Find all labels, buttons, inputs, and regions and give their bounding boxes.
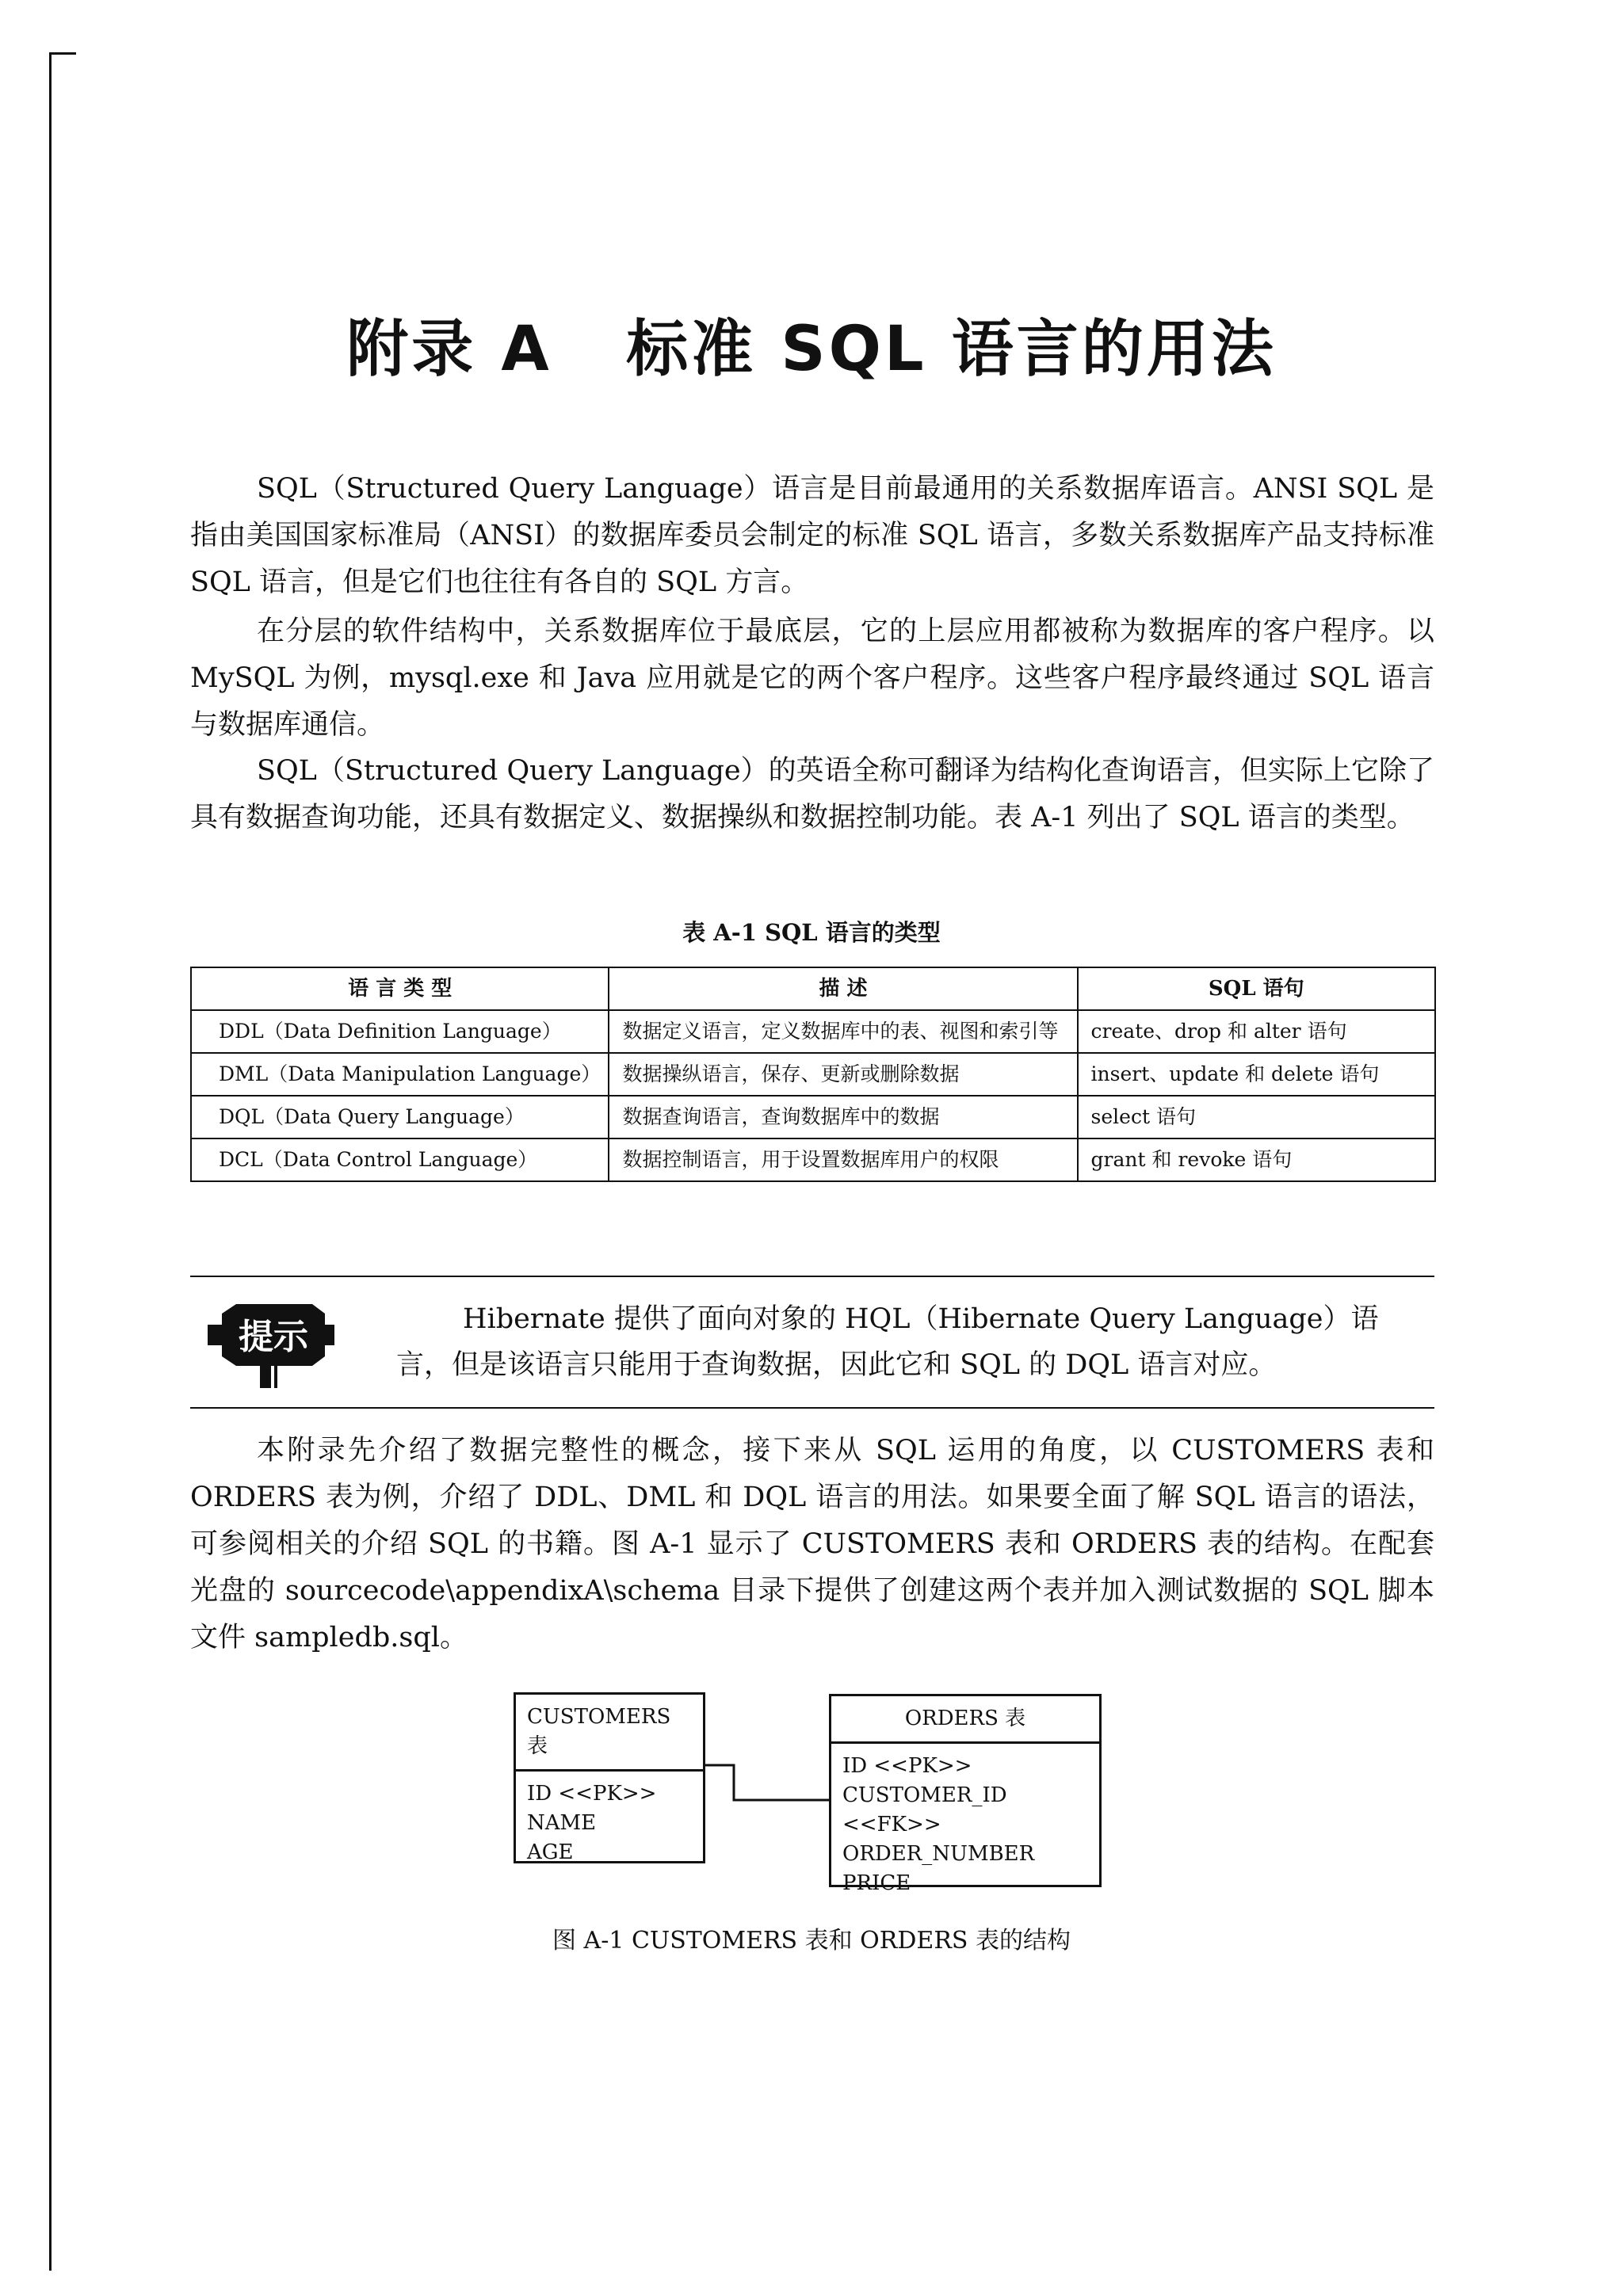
cell-statement: insert、update 和 delete 语句 [1078, 1053, 1435, 1096]
page-title: 附录 A 标准 SQL 语言的用法 [346, 314, 1277, 385]
cell-statement: create、drop 和 alter 语句 [1078, 1010, 1435, 1053]
cell-type: DML（Data Manipulation Language） [191, 1053, 609, 1096]
orders-field-price: PRICE [842, 1871, 911, 1895]
paragraph-overview: 本附录先介绍了数据完整性的概念，接下来从 SQL 运用的角度，以 CUSTOMERS 表和 ORDERS 表为例，介绍了 DDL、DML 和 DQL 语言的用法。如果要全面了解 SQL 语言的语法，可参阅相关的介绍 SQL 的书籍。图 A-1 显示了 CUSTOMERS 表和 ORDERS 表的结构。在配套光盘的 sourcecode\appendixA\schema 目录下提供了创建这两个表并加入测试数据的 SQL 脚本文件 sampledb.sql。 [190, 1435, 1434, 1653]
cell-description: 数据操纵语言，保存、更新或删除数据 [609, 1053, 1077, 1096]
orders-field-id: ID <<PK>> [842, 1754, 972, 1778]
paragraph-layers: 在分层的软件结构中，关系数据库位于最底层，它的上层应用都被称为数据库的客户程序。以 MySQL 为例，mysql.exe 和 Java 应用就是它的两个客户程序。这些客户程序最终通过 SQL 语言与数据库通信。 [190, 616, 1434, 741]
orders-table-title: ORDERS 表 [831, 1696, 1099, 1744]
cell-type: DCL（Data Control Language） [191, 1138, 609, 1181]
header-description: 描 述 [609, 967, 1077, 1010]
tip-icon-label: 提示 [239, 1317, 308, 1357]
cell-type: DDL（Data Definition Language） [191, 1010, 609, 1053]
cell-description: 数据查询语言，查询数据库中的数据 [609, 1096, 1077, 1138]
cell-type: DQL（Data Query Language） [191, 1096, 609, 1138]
customers-table-title: CUSTOMERS 表 [516, 1695, 703, 1772]
customers-field-age: AGE [527, 1840, 574, 1864]
header-language-type: 语 言 类 型 [191, 967, 609, 1010]
figure-caption: 图 A-1 CUSTOMERS 表和 ORDERS 表的结构 [552, 1927, 1071, 1955]
customers-field-id: ID <<PK>> [527, 1782, 657, 1806]
paragraph-intro: SQL（Structured Query Language）语言是目前最通用的关系数据库语言。ANSI SQL 是指由美国国家标准局（ANSI）的数据库委员会制定的标准 SQL 语言，多数关系数据库产品支持标准 SQL 语言，但是它们也往往有各自的 SQL 方言。 [190, 473, 1434, 598]
cell-description: 数据定义语言，定义数据库中的表、视图和索引等 [609, 1010, 1077, 1053]
cell-description: 数据控制语言，用于设置数据库用户的权限 [609, 1138, 1077, 1181]
paragraph-types: SQL（Structured Query Language）的英语全称可翻译为结构化查询语言，但实际上它除了具有数据查询功能，还具有数据定义、数据操纵和数据控制功能。表 A-1 列出了 SQL 语言的类型。 [190, 755, 1434, 833]
tip-text: Hibernate 提供了面向对象的 HQL（Hibernate Query Language）语言，但是该语言只能用于查询数据，因此它和 SQL 的 DQL 语言对应。 [396, 1303, 1379, 1381]
orders-field-customer-id: CUSTOMER_ID <<FK>> [842, 1783, 1007, 1836]
customers-field-name: NAME [527, 1811, 597, 1835]
orders-table-box [829, 1694, 1102, 1895]
table-caption: 表 A-1 SQL 语言的类型 [682, 919, 941, 946]
header-sql-statement: SQL 语句 [1078, 967, 1435, 1010]
orders-field-order-number: ORDER_NUMBER [842, 1842, 1035, 1866]
customers-table-box [514, 1692, 705, 1863]
cell-statement: select 语句 [1078, 1096, 1435, 1138]
cell-statement: grant 和 revoke 语句 [1078, 1138, 1435, 1181]
